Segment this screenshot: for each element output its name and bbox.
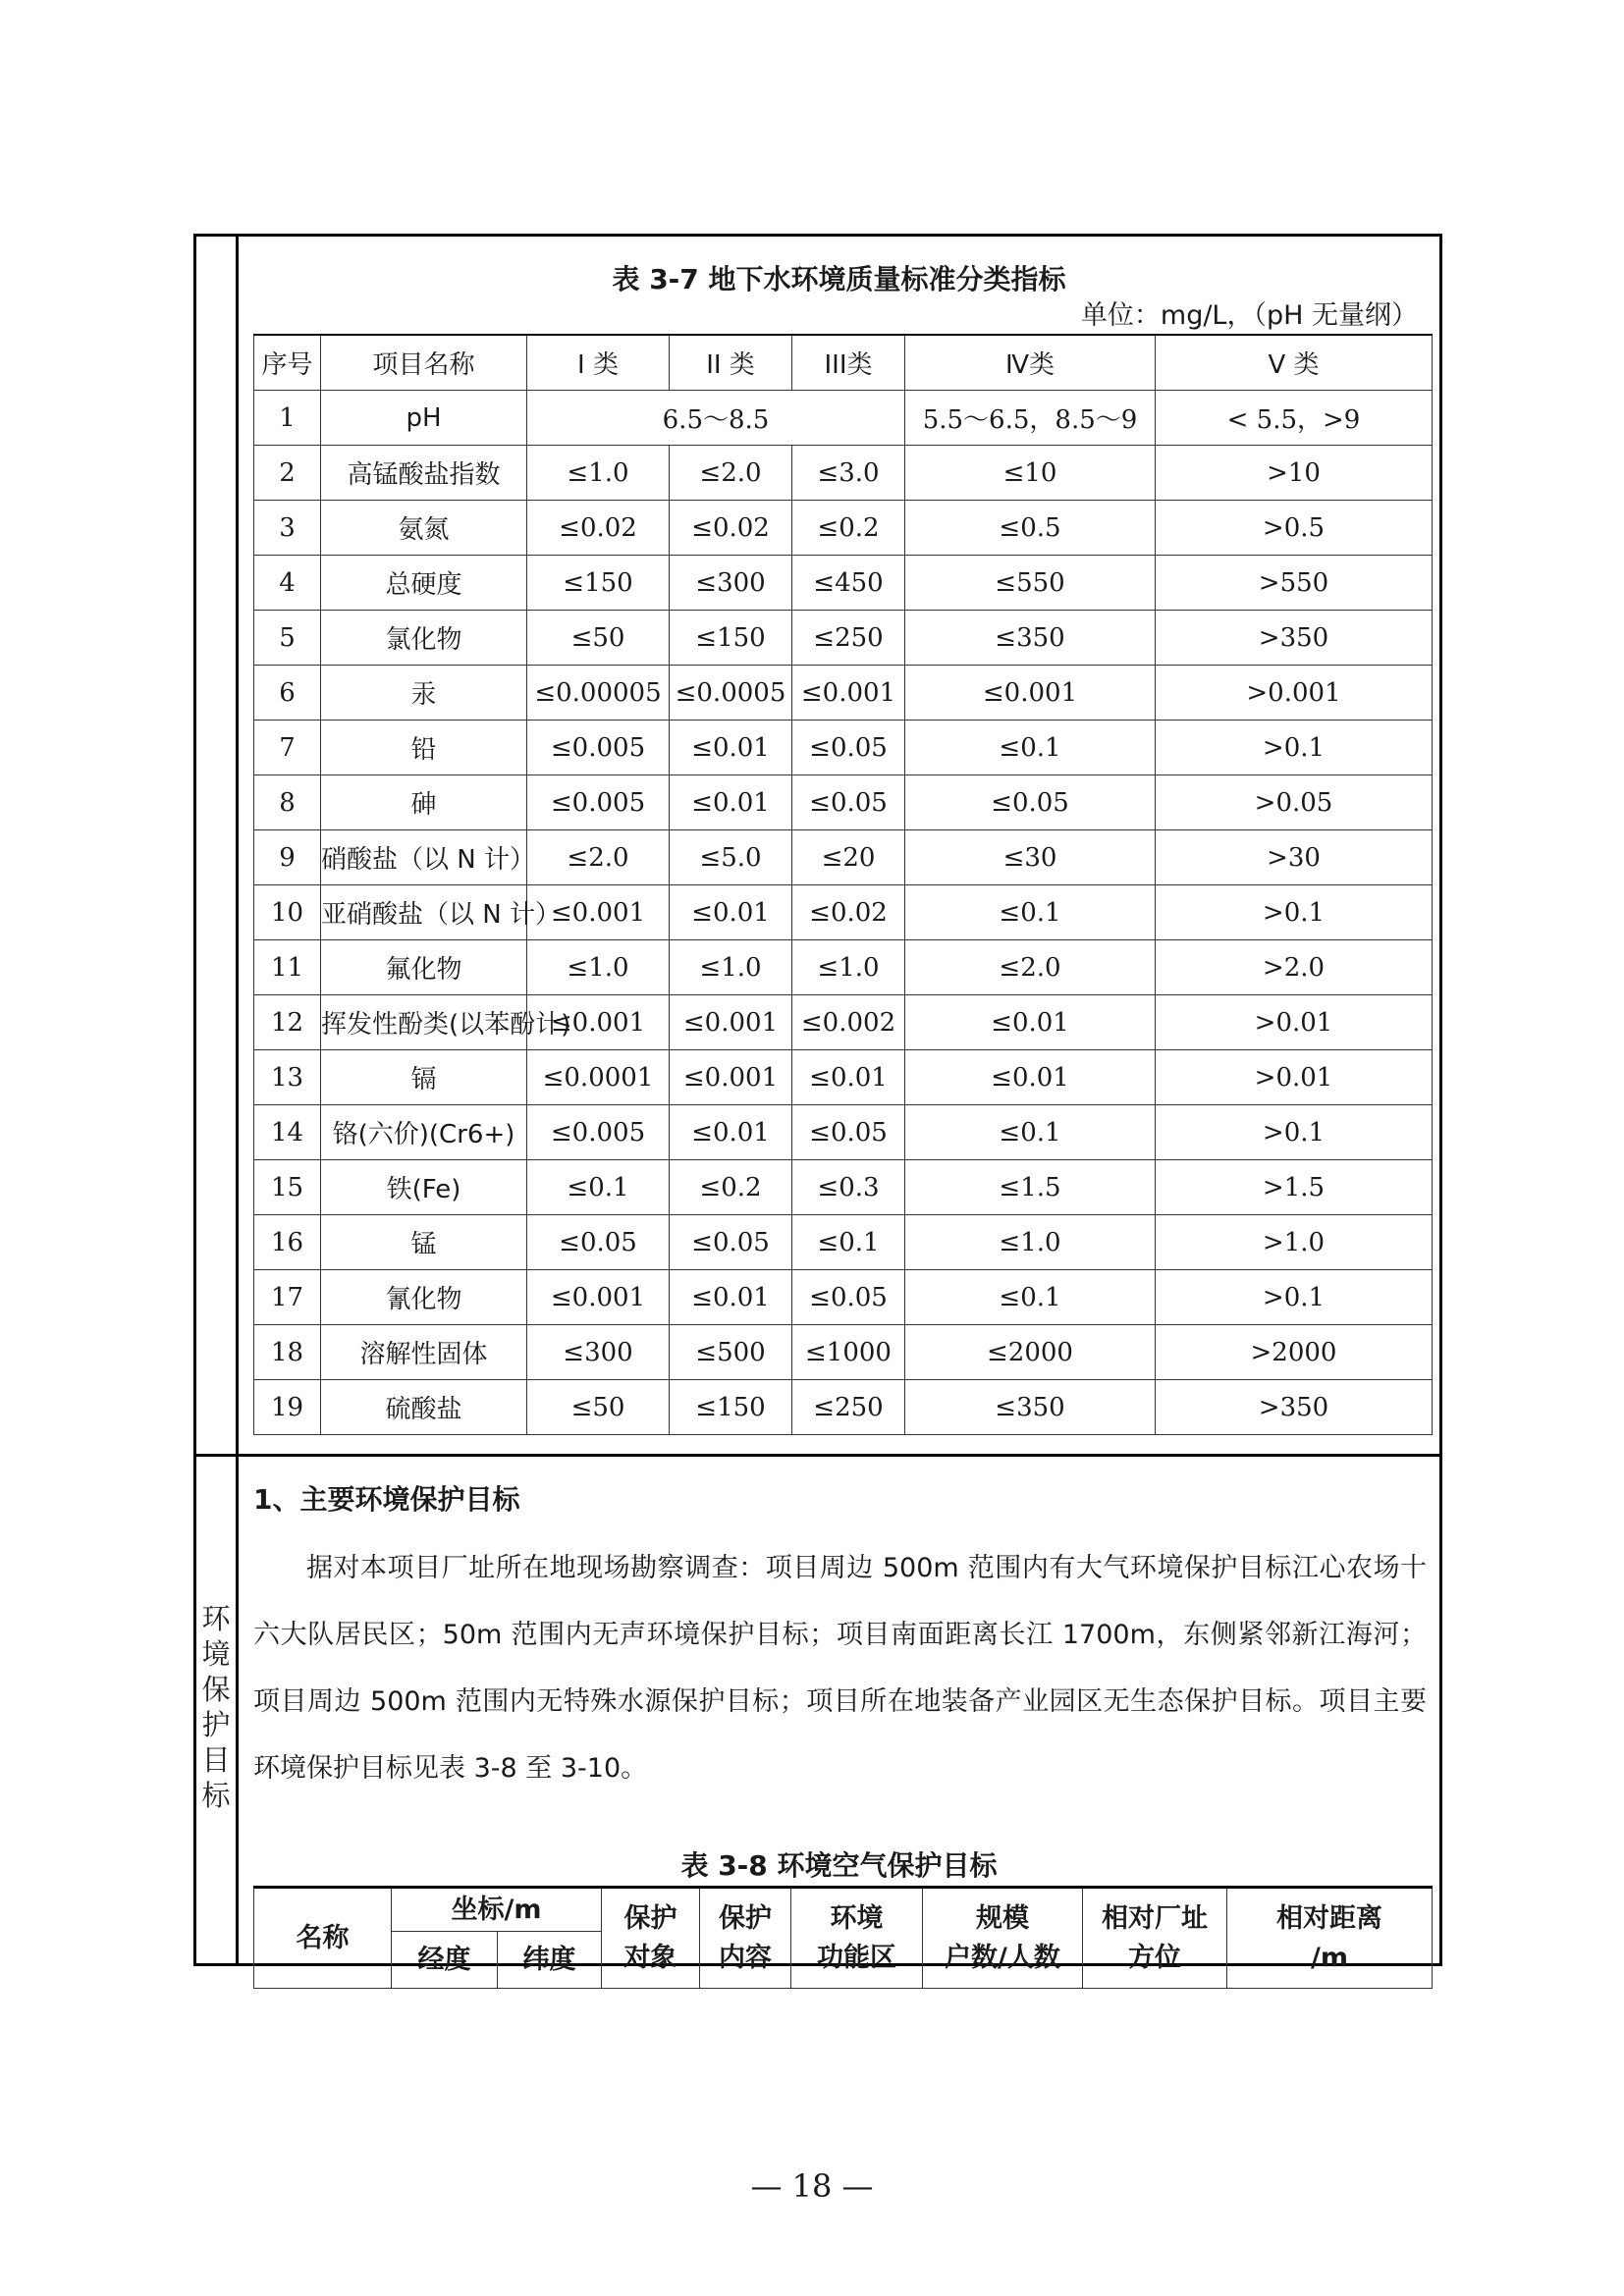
ph-class-4: 5.5～6.5，8.5～9	[905, 391, 1156, 446]
row-item: 氟化物	[321, 940, 527, 995]
row-class-5: >1.5	[1156, 1160, 1433, 1215]
row-item: 铅	[321, 721, 527, 775]
row-no: 17	[254, 1270, 321, 1325]
row-class-3: ≤20	[792, 830, 905, 885]
groundwater-standard-table	[253, 334, 1433, 1435]
row-class-4: ≤0.1	[905, 721, 1156, 775]
row-class-5: >0.1	[1156, 1105, 1433, 1160]
air-header-name: 名称	[254, 1888, 392, 1989]
row-class-1: ≤150	[527, 556, 670, 611]
row-no: 5	[254, 611, 321, 666]
row-no: 4	[254, 556, 321, 611]
row-class-2: ≤0.01	[670, 775, 792, 830]
table-row	[254, 721, 1433, 775]
table-row	[254, 830, 1433, 885]
row-class-5: >30	[1156, 830, 1433, 885]
air-header-direction: 相对厂址 方位	[1083, 1888, 1227, 1989]
row-item: 溶解性固体	[321, 1325, 527, 1380]
row-class-3: ≤450	[792, 556, 905, 611]
air-header-latitude: 纬度	[498, 1932, 602, 1989]
row-class-3: ≤250	[792, 1380, 905, 1435]
row-no: 8	[254, 775, 321, 830]
air-protection-table	[253, 1886, 1433, 1989]
row-item: 氰化物	[321, 1270, 527, 1325]
table-row	[254, 501, 1433, 556]
row-no: 10	[254, 885, 321, 940]
header-class-4: Ⅳ类	[905, 335, 1156, 391]
header-item: 项目名称	[321, 335, 527, 391]
row-class-2: ≤0.01	[670, 1270, 792, 1325]
protection-targets-section	[239, 1457, 1439, 1975]
row-item: 亚硝酸盐（以 N 计）	[321, 885, 527, 940]
row-class-2: ≤0.01	[670, 721, 792, 775]
row-class-1: ≤50	[527, 611, 670, 666]
row-no: 12	[254, 995, 321, 1050]
row-class-4: ≤0.1	[905, 1270, 1156, 1325]
row-item: 铁(Fe)	[321, 1160, 527, 1215]
row-class-2: ≤500	[670, 1325, 792, 1380]
row-class-4: ≤2.0	[905, 940, 1156, 995]
row-class-4: ≤1.5	[905, 1160, 1156, 1215]
row-class-4: ≤10	[905, 446, 1156, 501]
row-class-2: ≤150	[670, 1380, 792, 1435]
air-header-function: 环境 功能区	[791, 1888, 923, 1989]
row-class-3: ≤1.0	[792, 940, 905, 995]
row-class-1: ≤0.00005	[527, 666, 670, 721]
row-item: 汞	[321, 666, 527, 721]
table-row	[254, 1380, 1433, 1435]
table-row	[254, 940, 1433, 995]
table-row	[254, 446, 1433, 501]
groundwater-standard-section	[239, 237, 1439, 1454]
row-class-4: ≤0.1	[905, 885, 1156, 940]
table-row	[254, 1050, 1433, 1105]
row-class-1: ≤2.0	[527, 830, 670, 885]
row-item: 氨氮	[321, 501, 527, 556]
row-class-1: ≤0.005	[527, 1105, 670, 1160]
table-row	[254, 1215, 1433, 1270]
row-class-4: ≤0.5	[905, 501, 1156, 556]
air-header-content: 保护 内容	[700, 1888, 791, 1989]
row-class-4: ≤350	[905, 1380, 1156, 1435]
header-no: 序号	[254, 335, 321, 391]
table-row	[254, 1270, 1433, 1325]
table-row	[254, 775, 1433, 830]
row-class-4: ≤0.1	[905, 1105, 1156, 1160]
row-class-4: ≤1.0	[905, 1215, 1156, 1270]
row-no: 9	[254, 830, 321, 885]
row-class-2: ≤5.0	[670, 830, 792, 885]
row-class-1: ≤0.1	[527, 1160, 670, 1215]
row-no: 13	[254, 1050, 321, 1105]
ph-class-5: < 5.5，>9	[1156, 391, 1433, 446]
row-class-1: ≤0.001	[527, 1270, 670, 1325]
air-header-coord: 坐标/m	[392, 1888, 602, 1932]
row-no: 3	[254, 501, 321, 556]
table-row	[254, 885, 1433, 940]
report-frame	[193, 234, 1442, 1975]
row-class-5: >550	[1156, 556, 1433, 611]
row-item: 锰	[321, 1215, 527, 1270]
row-class-3: ≤1000	[792, 1325, 905, 1380]
row-no: 19	[254, 1380, 321, 1435]
row-class-5: >0.01	[1156, 1050, 1433, 1105]
row-no: 16	[254, 1215, 321, 1270]
row-item: 氯化物	[321, 611, 527, 666]
row-class-3: ≤0.01	[792, 1050, 905, 1105]
row-class-4: ≤2000	[905, 1325, 1156, 1380]
row-class-5: >10	[1156, 446, 1433, 501]
row-class-3: ≤0.05	[792, 1270, 905, 1325]
row-class-3: ≤0.3	[792, 1160, 905, 1215]
row-no: 7	[254, 721, 321, 775]
row-class-1: ≤1.0	[527, 446, 670, 501]
row-class-4: ≤0.05	[905, 775, 1156, 830]
row-class-1: ≤0.005	[527, 775, 670, 830]
row-item: pH	[321, 391, 527, 446]
row-class-4: ≤0.01	[905, 1050, 1156, 1105]
table-row-ph	[254, 391, 1433, 446]
row-class-3: ≤0.001	[792, 666, 905, 721]
table-row	[254, 556, 1433, 611]
row-class-2: ≤0.01	[670, 885, 792, 940]
ph-range-class-1-3: 6.5～8.5	[527, 391, 905, 446]
row-class-2: ≤0.2	[670, 1160, 792, 1215]
row-class-2: ≤0.001	[670, 995, 792, 1050]
table-row	[254, 1160, 1433, 1215]
row-item: 挥发性酚类(以苯酚计)	[321, 995, 527, 1050]
table-row	[254, 611, 1433, 666]
header-class-5: V 类	[1156, 335, 1433, 391]
row-class-5: >0.1	[1156, 885, 1433, 940]
row-class-3: ≤0.1	[792, 1215, 905, 1270]
table-3-7-unit: 单位：mg/L，（pH 无量纲）	[1080, 300, 1418, 331]
row-item: 砷	[321, 775, 527, 830]
row-no: 1	[254, 391, 321, 446]
row-class-2: ≤0.001	[670, 1050, 792, 1105]
row-no: 2	[254, 446, 321, 501]
row-class-3: ≤3.0	[792, 446, 905, 501]
row-class-2: ≤150	[670, 611, 792, 666]
row-class-4: ≤550	[905, 556, 1156, 611]
row-class-4: ≤30	[905, 830, 1156, 885]
row-class-1: ≤0.05	[527, 1215, 670, 1270]
header-class-3: III类	[792, 335, 905, 391]
row-class-1: ≤0.001	[527, 885, 670, 940]
row-class-3: ≤0.2	[792, 501, 905, 556]
row-no: 15	[254, 1160, 321, 1215]
section-paragraph: 据对本项目厂址所在地现场勘察调查：项目周边 500m 范围内有大气环境保护目标江心农场十六大队居民区；50m 范围内无声环境保护目标；项目南面距离长江 1700m，东侧紧邻新江海河；项目周边 500m 范围内无特殊水源保护目标；项目所在地装备产业园区无生态保护目标。项目主要环境保护目标见表 3-8 至 3-10。	[253, 1553, 1427, 1784]
row-class-4: ≤350	[905, 611, 1156, 666]
row-class-3: ≤0.05	[792, 775, 905, 830]
row-no: 18	[254, 1325, 321, 1380]
row-class-1: ≤0.005	[527, 721, 670, 775]
row-class-5: >2000	[1156, 1325, 1433, 1380]
row-class-5: >1.0	[1156, 1215, 1433, 1270]
row-class-1: ≤50	[527, 1380, 670, 1435]
row-class-2: ≤2.0	[670, 446, 792, 501]
table-3-8-title: 表 3-8 环境空气保护目标	[680, 1849, 998, 1882]
row-class-1: ≤0.001	[527, 995, 670, 1050]
row-class-1: ≤1.0	[527, 940, 670, 995]
row-class-5: >2.0	[1156, 940, 1433, 995]
row-class-5: >0.001	[1156, 666, 1433, 721]
header-class-2: II 类	[670, 335, 792, 391]
row-class-5: >0.05	[1156, 775, 1433, 830]
row-class-5: >0.1	[1156, 1270, 1433, 1325]
row-class-2: ≤300	[670, 556, 792, 611]
row-class-3: ≤0.02	[792, 885, 905, 940]
row-class-1: ≤300	[527, 1325, 670, 1380]
table-row	[254, 995, 1433, 1050]
row-item: 总硬度	[321, 556, 527, 611]
row-item: 高锰酸盐指数	[321, 446, 527, 501]
header-class-1: I 类	[527, 335, 670, 391]
row-class-3: ≤0.05	[792, 721, 905, 775]
section-heading: 1、主要环境保护目标	[253, 1483, 520, 1516]
row-class-5: >350	[1156, 1380, 1433, 1435]
row-no: 6	[254, 666, 321, 721]
row-class-2: ≤0.02	[670, 501, 792, 556]
air-header-longitude: 经度	[392, 1932, 498, 1989]
table-row	[254, 1105, 1433, 1160]
row-no: 11	[254, 940, 321, 995]
side-label-protection-targets: 环 境 保 护 目 标	[201, 1602, 231, 1812]
air-header-distance: 相对距离 /m	[1227, 1888, 1433, 1989]
table-row	[254, 1325, 1433, 1380]
row-class-1: ≤0.02	[527, 501, 670, 556]
row-item: 镉	[321, 1050, 527, 1105]
page-number: — 18 —	[750, 2167, 874, 2205]
row-class-2: ≤0.0005	[670, 666, 792, 721]
row-class-4: ≤0.01	[905, 995, 1156, 1050]
row-class-3: ≤0.002	[792, 995, 905, 1050]
row-item: 硫酸盐	[321, 1380, 527, 1435]
row-class-4: ≤0.001	[905, 666, 1156, 721]
row-class-3: ≤0.05	[792, 1105, 905, 1160]
row-no: 14	[254, 1105, 321, 1160]
row-item: 硝酸盐（以 N 计）	[321, 830, 527, 885]
side-column	[196, 237, 239, 1963]
row-class-5: >0.1	[1156, 721, 1433, 775]
row-class-1: ≤0.0001	[527, 1050, 670, 1105]
air-header-scale: 规模 户数/人数	[923, 1888, 1083, 1989]
row-class-5: >0.01	[1156, 995, 1433, 1050]
air-header-object: 保护 对象	[602, 1888, 700, 1989]
row-class-2: ≤0.01	[670, 1105, 792, 1160]
row-class-2: ≤1.0	[670, 940, 792, 995]
table-3-7-title: 表 3-7 地下水环境质量标准分类指标	[612, 263, 1066, 295]
row-class-3: ≤250	[792, 611, 905, 666]
row-class-5: >0.5	[1156, 501, 1433, 556]
row-item: 铬(六价)(Cr6+)	[321, 1105, 527, 1160]
row-class-5: >350	[1156, 611, 1433, 666]
row-class-2: ≤0.05	[670, 1215, 792, 1270]
table-header-row	[254, 335, 1433, 391]
table-row	[254, 666, 1433, 721]
